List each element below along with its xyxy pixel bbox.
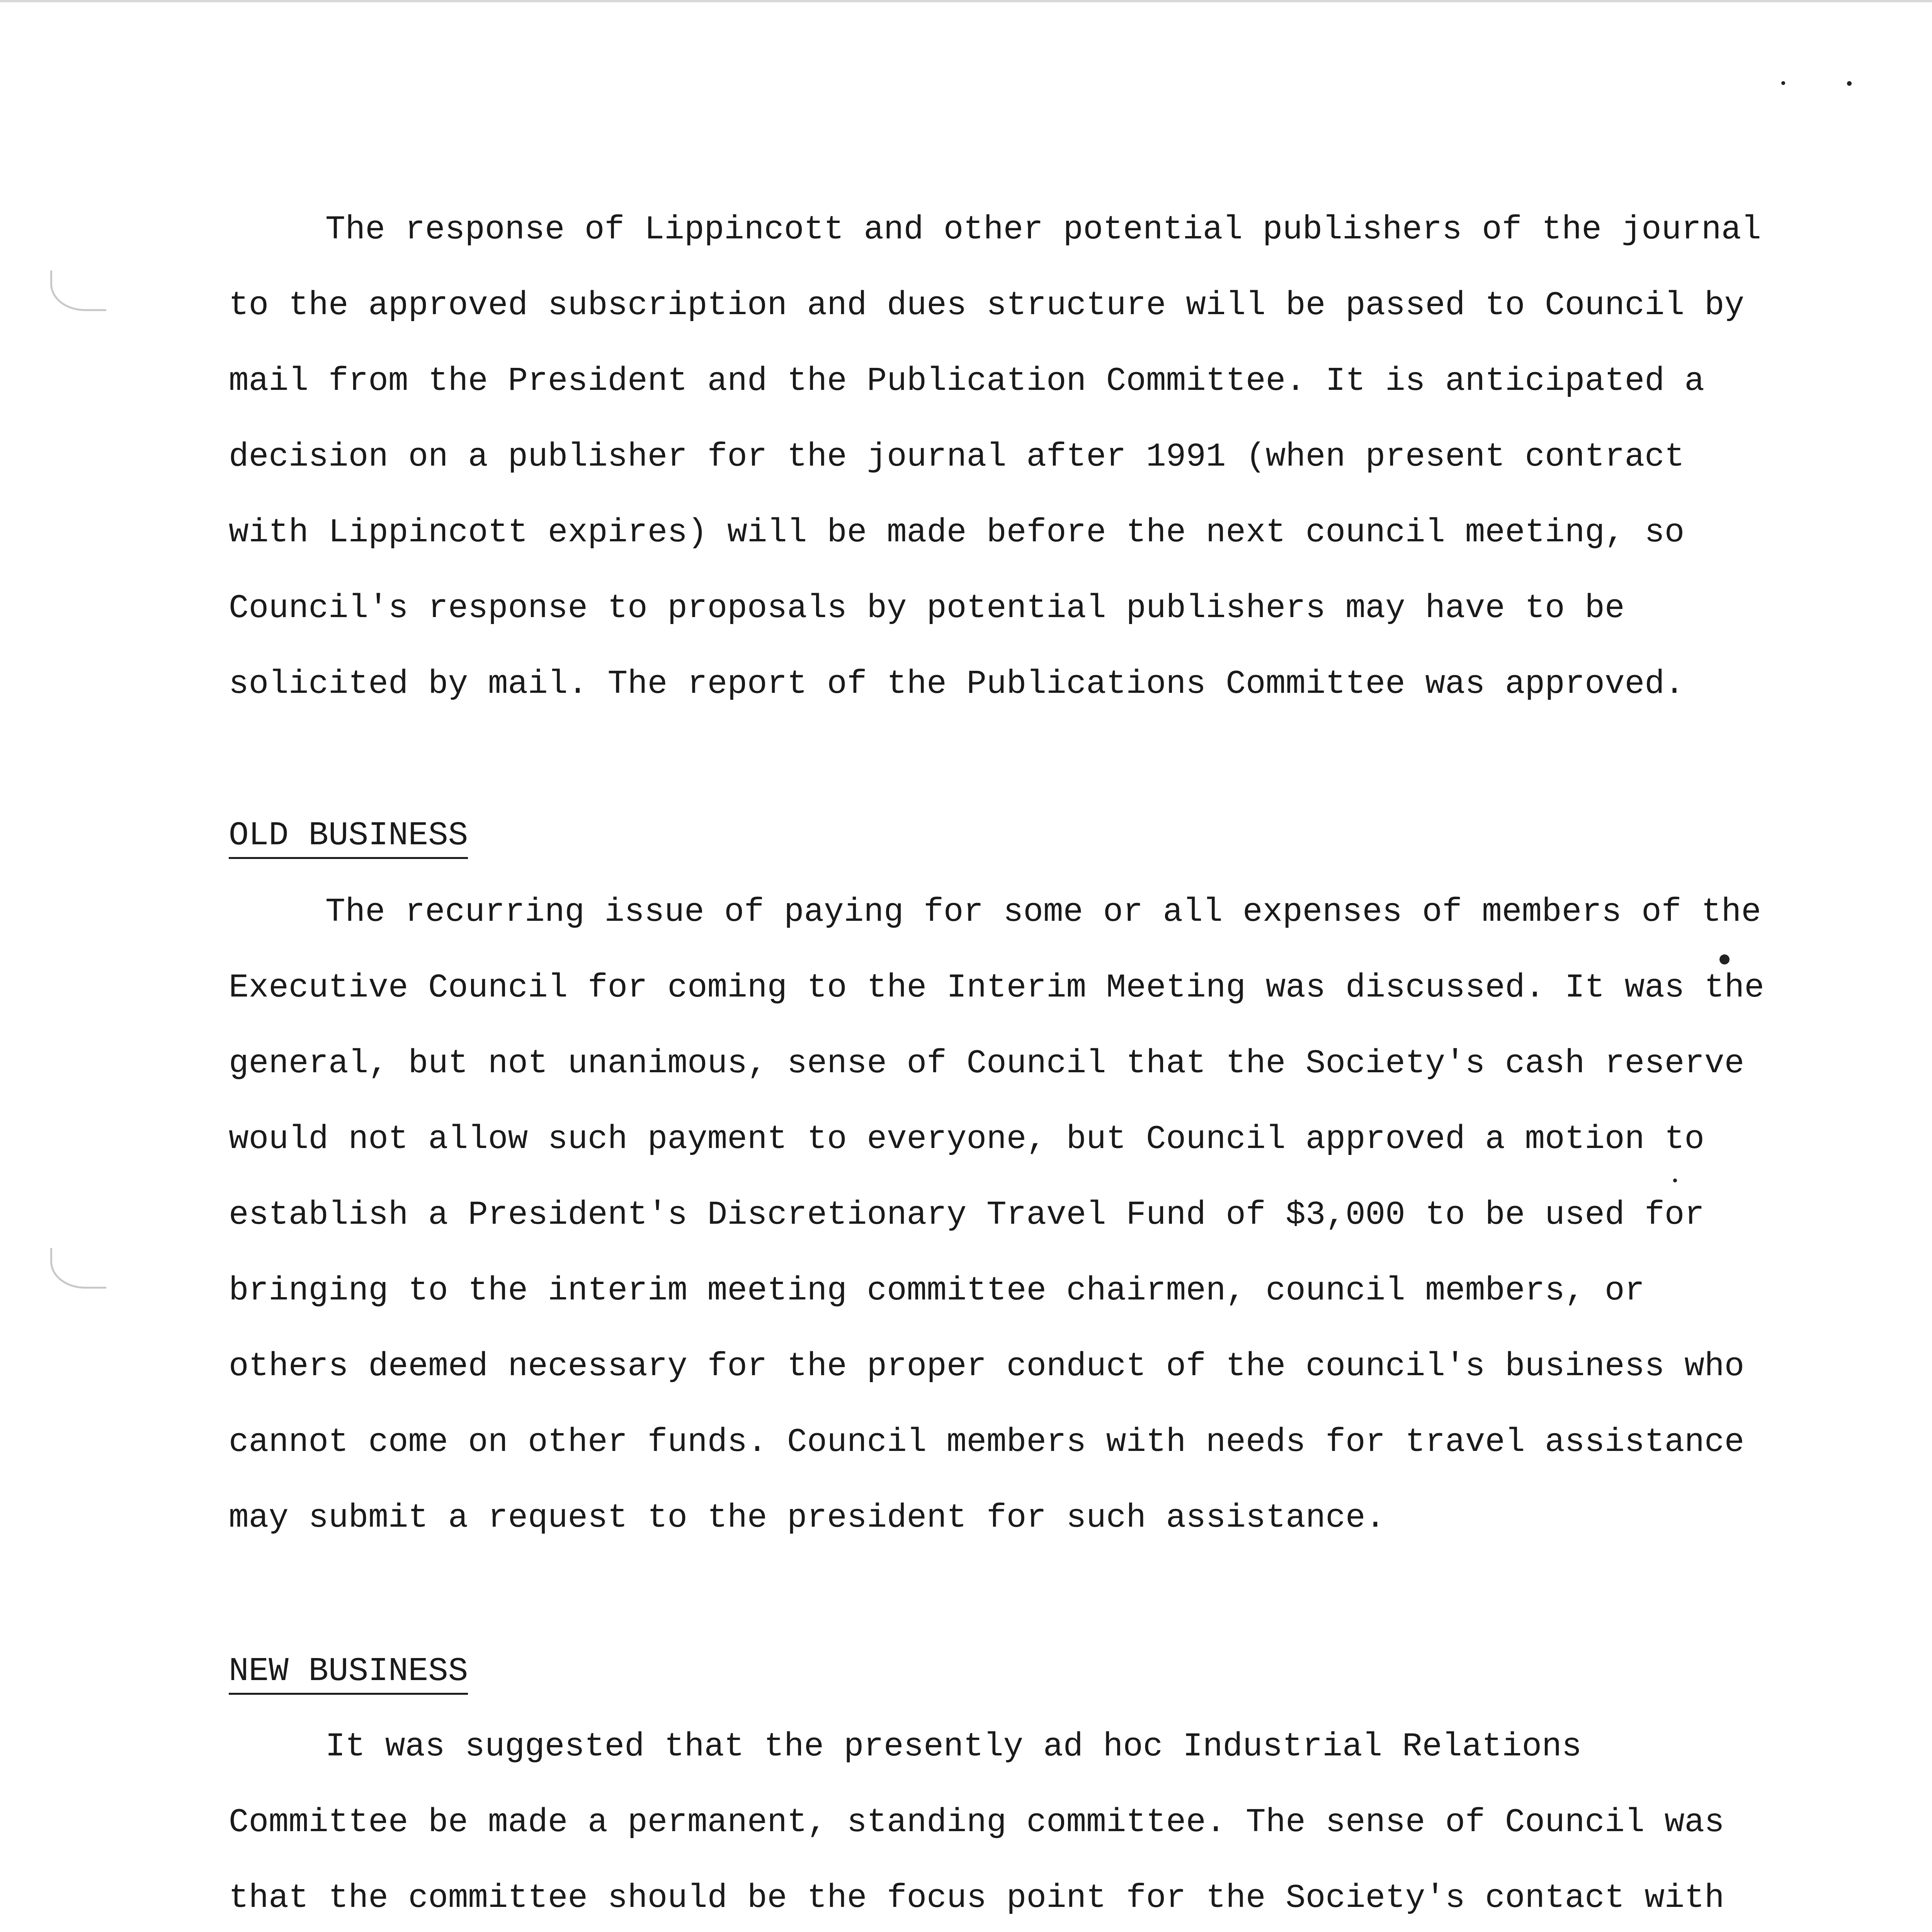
text-line: general, but not unanimous, sense of Council that the Society's cash reserve (229, 1044, 1745, 1082)
text-line: Council's response to proposals by potential publishers may have to be (229, 589, 1625, 627)
scan-speck (1781, 81, 1785, 85)
old-business-heading: OLD BUSINESS (229, 816, 468, 859)
text-line: Committee be made a permanent, standing committee. The sense of Council was (229, 1803, 1725, 1841)
new-business-heading: NEW BUSINESS (229, 1652, 468, 1695)
text-line: establish a President's Discretionary Travel Fund of $3,000 to be used for (229, 1196, 1705, 1234)
paragraph-publications (229, 192, 1761, 722)
paragraph-new-business (229, 1709, 1725, 1932)
text-line: The recurring issue of paying for some or all expenses of members of the (325, 893, 1761, 931)
text-line: Executive Council for coming to the Interim Meeting was discussed. It was the (229, 969, 1764, 1007)
scan-speck (1847, 81, 1852, 86)
text-line: decision on a publisher for the journal after 1991 (when present contract (229, 438, 1685, 476)
text-line: mail from the President and the Publication Committee. It is anticipated a (229, 362, 1705, 400)
text-line: with Lippincott expires) will be made before the next council meeting, so (229, 514, 1685, 551)
text-line: The response of Lippincott and other potential publishers of the journal (325, 211, 1761, 248)
scan-top-edge (0, 0, 1932, 2)
text-line: It was suggested that the presently ad hoc Industrial Relations (325, 1728, 1582, 1765)
text-line: may submit a request to the president for such assistance. (229, 1499, 1386, 1537)
text-line: to the approved subscription and dues structure will be passed to Council by (229, 286, 1745, 324)
binder-hole-mark (50, 1248, 106, 1289)
text-line: would not allow such payment to everyone, but Council approved a motion to (229, 1120, 1705, 1158)
scan-speck (1719, 954, 1730, 964)
paragraph-old-business (229, 874, 1764, 1556)
text-line: bringing to the interim meeting committee chairmen, council members, or (229, 1272, 1645, 1310)
text-line: cannot come on other funds. Council members with needs for travel assistance (229, 1423, 1745, 1461)
text-line: solicited by mail. The report of the Publications Committee was approved. (229, 665, 1685, 703)
binder-hole-mark (50, 270, 106, 311)
text-line: that the committee should be the focus point for the Society's contact with (229, 1879, 1725, 1917)
text-line: others deemed necessary for the proper conduct of the council's business who (229, 1347, 1745, 1385)
